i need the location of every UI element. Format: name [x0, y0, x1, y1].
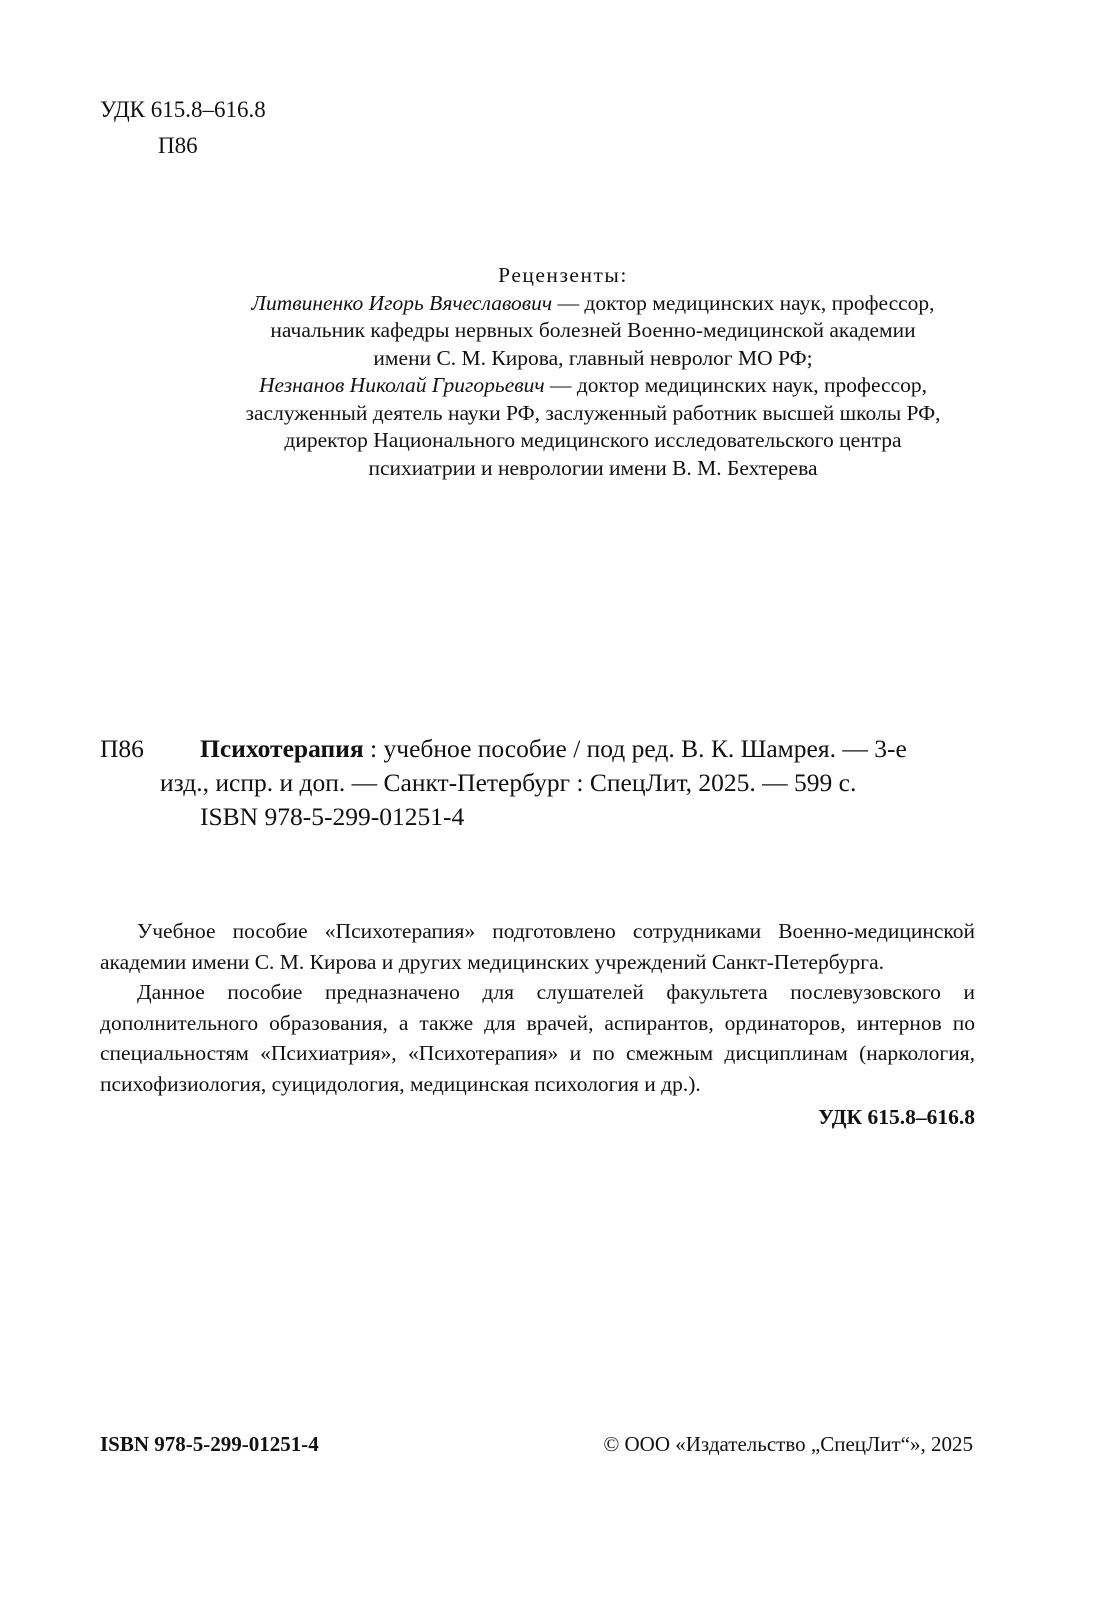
- reviewers-block: [200, 262, 986, 482]
- reviewers-heading: Рецензенты:: [498, 263, 628, 287]
- biblio-isbn: ISBN 978-5-299-01251-4: [200, 802, 465, 831]
- footer-copyright: © ООО «Издательство „СпецЛит“», 2025: [603, 1432, 973, 1456]
- biblio-code: П86: [100, 734, 144, 763]
- udk-code: УДК 615.8–616.8: [100, 97, 266, 122]
- biblio-line-1: [100, 732, 980, 766]
- biblio-line-1-text: : учебное пособие / под ред. В. К. Шамрея. — 3-е: [363, 734, 907, 763]
- reviewer-2-line-1-text: — доктор медицинских наук, профессор,: [544, 373, 928, 397]
- reviewer-2-line-2: заслуженный деятель науки РФ, заслуженный работник высшей школы РФ,: [245, 400, 941, 425]
- reviewer-2-line-1: [200, 372, 986, 400]
- reviewer-1-line-2: начальник кафедры нервных болезней Военно-медицинской академии: [270, 318, 916, 342]
- udk-block: [100, 92, 266, 163]
- book-title: Психотерапия: [200, 734, 364, 763]
- footer-isbn: ISBN 978-5-299-01251-4: [100, 1432, 319, 1456]
- reviewer-1-name: Литвиненко Игорь Вячеславович: [251, 290, 553, 315]
- author-mark: П86: [158, 132, 198, 158]
- reviewer-2-line-3: директор Национального медицинского исследовательского центра: [284, 428, 902, 452]
- reviewer-1-line-1: [200, 290, 986, 318]
- annotation-udk: УДК 615.8–616.8: [818, 1105, 975, 1129]
- reviewer-2-line-4: психиатрии и неврологии имени В. М. Бехтерева: [368, 455, 818, 480]
- reviewer-1-line-1-text: — доктор медицинских наук, профессор,: [552, 290, 935, 315]
- annotation-paragraph-1: Учебное пособие «Психотерапия» подготовлено сотрудниками Военно-медицинской академии имени С. М. Кирова и других медицинских учреждений Санкт-Петербурга.: [100, 919, 975, 974]
- annotation: [100, 916, 975, 1133]
- annotation-paragraph-2: Данное пособие предназначено для слушателей факультета послевузовского и дополнительного образования, а также для врачей, аспирантов, ординаторов, интернов по специальностям «Психиатрия», «Психотерапия» и по смежным дисциплинам (наркология, психофизиология, суицидология, медицинская психология и др.).: [100, 980, 975, 1096]
- reviewer-2-name: Незнанов Николай Григорьевич: [258, 373, 545, 397]
- bibliographic-record: [100, 732, 980, 834]
- reviewer-1-line-3: имени С. М. Кирова, главный невролог МО РФ;: [373, 345, 813, 370]
- biblio-line-2: изд., испр. и доп. — Санкт-Петербург : СпецЛит, 2025. — 599 с.: [160, 768, 857, 797]
